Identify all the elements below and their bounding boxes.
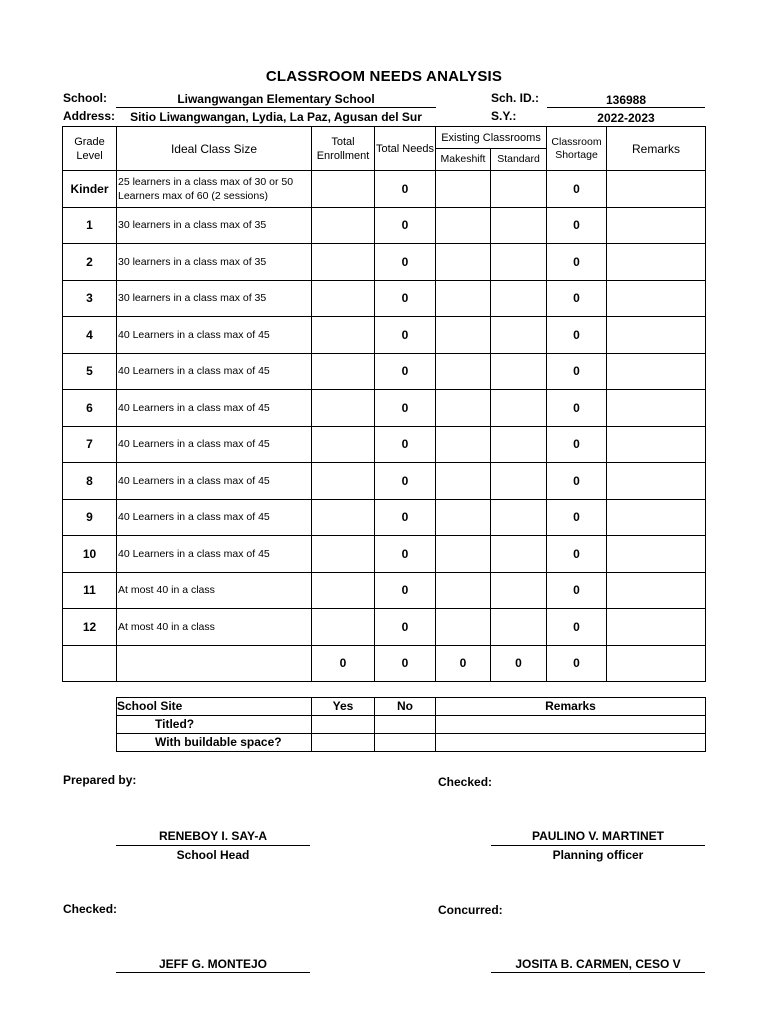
standard-cell bbox=[491, 426, 547, 463]
ideal-class-size-cell: 40 Learners in a class max of 45 bbox=[117, 426, 312, 463]
schid-value: 136988 bbox=[605, 93, 647, 107]
total-needs-cell: 0 bbox=[375, 317, 436, 354]
table-row bbox=[63, 207, 706, 244]
table-row bbox=[63, 390, 706, 427]
remarks-cell bbox=[607, 499, 706, 536]
makeshift-cell bbox=[436, 207, 491, 244]
school-label: School: bbox=[63, 91, 107, 105]
classroom-shortage-cell: 0 bbox=[547, 353, 607, 390]
standard-cell bbox=[491, 536, 547, 573]
total-needs-cell: 0 bbox=[375, 645, 436, 682]
total-enrollment-cell: 0 bbox=[312, 645, 375, 682]
remarks-cell bbox=[607, 390, 706, 427]
total-enrollment-cell bbox=[312, 207, 375, 244]
remarks-cell bbox=[607, 463, 706, 500]
header-school-site: School Site bbox=[117, 698, 312, 716]
grade-cell: 3 bbox=[63, 280, 117, 317]
total-enrollment-cell bbox=[312, 244, 375, 281]
sy-label: S.Y.: bbox=[491, 109, 517, 123]
standard-cell: 0 bbox=[491, 645, 547, 682]
remarks-cell bbox=[607, 645, 706, 682]
site-row-no bbox=[375, 716, 436, 734]
school-underline bbox=[116, 107, 436, 108]
remarks-cell bbox=[607, 317, 706, 354]
total-enrollment-cell bbox=[312, 609, 375, 646]
remarks-cell bbox=[607, 572, 706, 609]
header-classroom-shortage: Classroom Shortage bbox=[547, 127, 607, 171]
makeshift-cell bbox=[436, 317, 491, 354]
total-needs-cell: 0 bbox=[375, 280, 436, 317]
standard-cell bbox=[491, 463, 547, 500]
makeshift-cell bbox=[436, 572, 491, 609]
checker2-name: JEFF G. MONTEJO bbox=[158, 957, 267, 971]
makeshift-cell: 0 bbox=[436, 645, 491, 682]
makeshift-cell bbox=[436, 609, 491, 646]
standard-cell bbox=[491, 572, 547, 609]
makeshift-cell bbox=[436, 499, 491, 536]
header-grade-level: Grade Level bbox=[63, 127, 117, 171]
header-total-enrollment: Total Enrollment bbox=[312, 127, 375, 171]
table-row bbox=[63, 572, 706, 609]
header-no: No bbox=[375, 698, 436, 716]
standard-cell bbox=[491, 499, 547, 536]
remarks-cell bbox=[607, 280, 706, 317]
document-title: CLASSROOM NEEDS ANALYSIS bbox=[265, 68, 503, 85]
total-enrollment-cell bbox=[312, 171, 375, 208]
total-needs-cell: 0 bbox=[375, 463, 436, 500]
totals-row bbox=[63, 645, 706, 682]
grade-cell: 11 bbox=[63, 572, 117, 609]
header-total-needs: Total Needs bbox=[375, 127, 436, 171]
total-enrollment-cell bbox=[312, 390, 375, 427]
ideal-class-size-cell: 40 Learners in a class max of 45 bbox=[117, 317, 312, 354]
header-makeshift: Makeshift bbox=[436, 149, 491, 171]
site-row-yes bbox=[312, 734, 375, 752]
table-row bbox=[63, 353, 706, 390]
checker-name: PAULINO V. MARTINET bbox=[531, 829, 664, 843]
table-row bbox=[63, 244, 706, 281]
total-needs-cell: 0 bbox=[375, 171, 436, 208]
preparer-signature-line bbox=[116, 845, 310, 846]
preparer-name: RENEBOY I. SAY-A bbox=[158, 829, 268, 843]
grade-cell: 2 bbox=[63, 244, 117, 281]
classroom-shortage-cell: 0 bbox=[547, 280, 607, 317]
standard-cell bbox=[491, 353, 547, 390]
checker-role: Planning officer bbox=[552, 848, 644, 862]
standard-cell bbox=[491, 280, 547, 317]
ideal-class-size-cell: 40 Learners in a class max of 45 bbox=[117, 353, 312, 390]
schid-label: Sch. ID.: bbox=[491, 91, 540, 105]
makeshift-cell bbox=[436, 244, 491, 281]
total-needs-cell: 0 bbox=[375, 244, 436, 281]
total-enrollment-cell bbox=[312, 536, 375, 573]
preparer-role: School Head bbox=[176, 848, 250, 862]
checked-label-2: Checked: bbox=[63, 902, 118, 916]
checker-signature-line bbox=[491, 845, 705, 846]
total-needs-cell: 0 bbox=[375, 353, 436, 390]
ideal-class-size-cell: 30 learners in a class max of 35 bbox=[117, 207, 312, 244]
needs-table bbox=[62, 126, 706, 682]
total-needs-cell: 0 bbox=[375, 536, 436, 573]
table-row bbox=[63, 317, 706, 354]
standard-cell bbox=[491, 390, 547, 427]
header-yes: Yes bbox=[312, 698, 375, 716]
checker2-signature-line bbox=[116, 972, 310, 973]
address-label: Address: bbox=[63, 109, 116, 123]
total-enrollment-cell bbox=[312, 463, 375, 500]
remarks-cell bbox=[607, 609, 706, 646]
ideal-class-size-cell: 25 learners in a class max of 30 or 50 Learners max of 60 (2 sessions) bbox=[117, 171, 312, 208]
site-row-yes bbox=[312, 716, 375, 734]
makeshift-cell bbox=[436, 390, 491, 427]
total-needs-cell: 0 bbox=[375, 390, 436, 427]
concurrer-name: JOSITA B. CARMEN, CESO V bbox=[515, 957, 681, 971]
grade-cell: 12 bbox=[63, 609, 117, 646]
classroom-shortage-cell: 0 bbox=[547, 499, 607, 536]
header-existing-classrooms: Existing Classrooms bbox=[436, 127, 547, 149]
classroom-shortage-cell: 0 bbox=[547, 390, 607, 427]
remarks-cell bbox=[607, 353, 706, 390]
standard-cell bbox=[491, 207, 547, 244]
standard-cell bbox=[491, 609, 547, 646]
ideal-class-size-cell bbox=[117, 645, 312, 682]
makeshift-cell bbox=[436, 426, 491, 463]
table-row bbox=[63, 499, 706, 536]
table-row bbox=[63, 280, 706, 317]
makeshift-cell bbox=[436, 280, 491, 317]
makeshift-cell bbox=[436, 171, 491, 208]
site-row-remarks bbox=[436, 716, 706, 734]
total-enrollment-cell bbox=[312, 280, 375, 317]
table-row bbox=[63, 171, 706, 208]
classroom-shortage-cell: 0 bbox=[547, 609, 607, 646]
classroom-shortage-cell: 0 bbox=[547, 244, 607, 281]
ideal-class-size-cell: 40 Learners in a class max of 45 bbox=[117, 499, 312, 536]
ideal-class-size-cell: At most 40 in a class bbox=[117, 572, 312, 609]
total-enrollment-cell bbox=[312, 353, 375, 390]
total-needs-cell: 0 bbox=[375, 609, 436, 646]
total-enrollment-cell bbox=[312, 499, 375, 536]
header-ideal-class-size: Ideal Class Size bbox=[117, 127, 312, 171]
address-value: Sitio Liwangwangan, Lydia, La Paz, Agusan del Sur bbox=[130, 110, 422, 124]
remarks-cell bbox=[607, 536, 706, 573]
total-enrollment-cell bbox=[312, 426, 375, 463]
concurrer-signature-line bbox=[491, 972, 705, 973]
ideal-class-size-cell: At most 40 in a class bbox=[117, 609, 312, 646]
table-row bbox=[63, 426, 706, 463]
header-site-remarks: Remarks bbox=[436, 698, 706, 716]
table-row bbox=[63, 536, 706, 573]
site-row-label: Titled? bbox=[117, 716, 312, 734]
standard-cell bbox=[491, 171, 547, 208]
total-needs-cell: 0 bbox=[375, 499, 436, 536]
header-standard: Standard bbox=[491, 149, 547, 171]
classroom-shortage-cell: 0 bbox=[547, 207, 607, 244]
classroom-shortage-cell: 0 bbox=[547, 171, 607, 208]
ideal-class-size-cell: 30 learners in a class max of 35 bbox=[117, 244, 312, 281]
makeshift-cell bbox=[436, 353, 491, 390]
makeshift-cell bbox=[436, 463, 491, 500]
prepared-by-label: Prepared by: bbox=[63, 773, 137, 787]
standard-cell bbox=[491, 244, 547, 281]
table-row bbox=[63, 609, 706, 646]
ideal-class-size-cell: 40 Learners in a class max of 45 bbox=[117, 463, 312, 500]
total-enrollment-cell bbox=[312, 572, 375, 609]
remarks-cell bbox=[607, 426, 706, 463]
sy-value: 2022-2023 bbox=[597, 111, 655, 125]
total-enrollment-cell bbox=[312, 317, 375, 354]
grade-cell bbox=[63, 645, 117, 682]
grade-cell: Kinder bbox=[63, 171, 117, 208]
site-row-remarks bbox=[436, 734, 706, 752]
grade-cell: 4 bbox=[63, 317, 117, 354]
ideal-class-size-cell: 30 learners in a class max of 35 bbox=[117, 280, 312, 317]
concurred-label: Concurred: bbox=[438, 903, 503, 917]
grade-cell: 8 bbox=[63, 463, 117, 500]
schid-underline bbox=[547, 107, 705, 108]
grade-cell: 7 bbox=[63, 426, 117, 463]
classroom-shortage-cell: 0 bbox=[547, 463, 607, 500]
remarks-cell bbox=[607, 171, 706, 208]
classroom-shortage-cell: 0 bbox=[547, 536, 607, 573]
classroom-shortage-cell: 0 bbox=[547, 572, 607, 609]
total-needs-cell: 0 bbox=[375, 207, 436, 244]
classroom-shortage-cell: 0 bbox=[547, 645, 607, 682]
checked-label: Checked: bbox=[438, 775, 493, 789]
grade-cell: 9 bbox=[63, 499, 117, 536]
remarks-cell bbox=[607, 207, 706, 244]
table-row bbox=[63, 463, 706, 500]
classroom-shortage-cell: 0 bbox=[547, 426, 607, 463]
ideal-class-size-cell: 40 Learners in a class max of 45 bbox=[117, 536, 312, 573]
school-value: Liwangwangan Elementary School bbox=[177, 92, 375, 106]
header-remarks: Remarks bbox=[607, 127, 706, 171]
total-needs-cell: 0 bbox=[375, 426, 436, 463]
school-site-table bbox=[116, 697, 706, 752]
grade-cell: 1 bbox=[63, 207, 117, 244]
remarks-cell bbox=[607, 244, 706, 281]
grade-cell: 5 bbox=[63, 353, 117, 390]
total-needs-cell: 0 bbox=[375, 572, 436, 609]
ideal-class-size-cell: 40 Learners in a class max of 45 bbox=[117, 390, 312, 427]
classroom-shortage-cell: 0 bbox=[547, 317, 607, 354]
site-row-label: With buildable space? bbox=[117, 734, 312, 752]
grade-cell: 6 bbox=[63, 390, 117, 427]
site-row-no bbox=[375, 734, 436, 752]
grade-cell: 10 bbox=[63, 536, 117, 573]
makeshift-cell bbox=[436, 536, 491, 573]
standard-cell bbox=[491, 317, 547, 354]
